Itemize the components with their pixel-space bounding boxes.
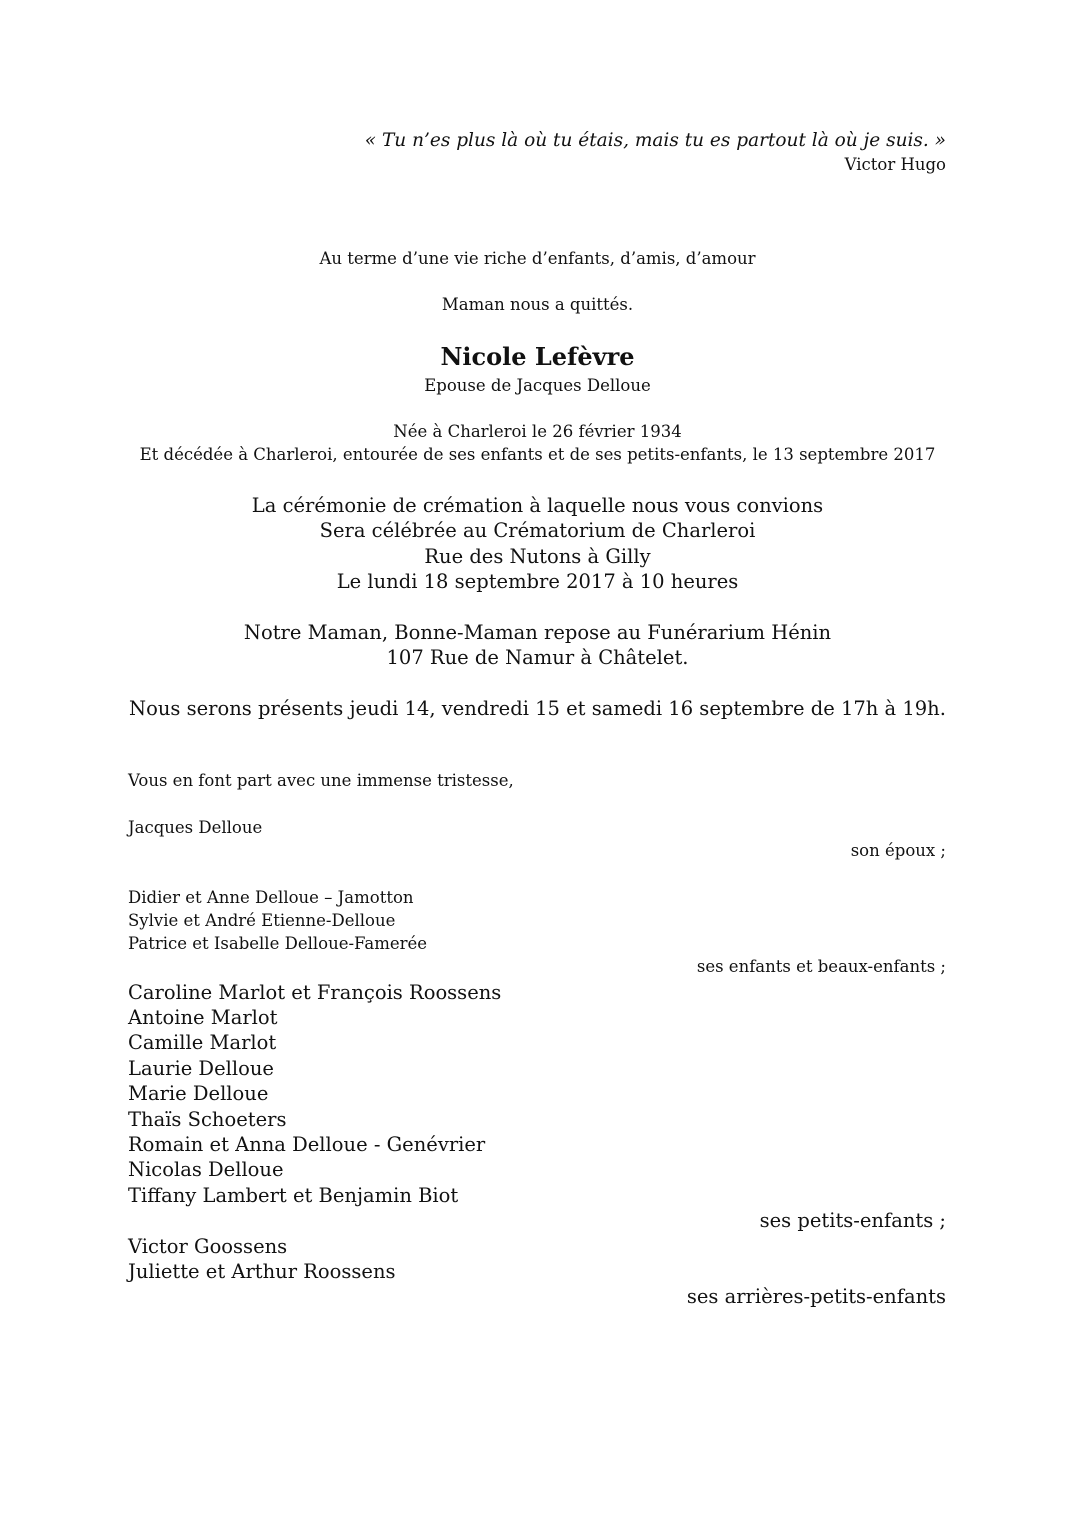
family-name: Nicolas Delloue — [128, 1158, 284, 1181]
intro-line-2: Maman nous a quittés. — [441, 295, 634, 314]
family-name: Patrice et Isabelle Delloue-Famerée — [128, 934, 428, 953]
family-name: Caroline Marlot et François Roossens — [128, 981, 502, 1004]
family-name: Didier et Anne Delloue – Jamotton — [128, 888, 414, 907]
funerarium-line: Notre Maman, Bonne-Maman repose au Funérarium Hénin — [243, 621, 832, 644]
announcement: Vous en font part avec une immense tristesse, — [128, 771, 514, 790]
family-name: Victor Goossens — [128, 1235, 288, 1258]
ceremony-line: Le lundi 18 septembre 2017 à 10 heures — [336, 570, 739, 593]
family-name: Laurie Delloue — [128, 1057, 274, 1080]
family-name: Romain et Anna Delloue - Genévrier — [128, 1133, 486, 1156]
relation-grandchildren: ses petits-enfants ; — [759, 1209, 946, 1232]
relation-spouse: son époux ; — [850, 841, 946, 860]
death-line: Et décédée à Charleroi, entourée de ses enfants et de ses petits-enfants, le 13 septembre 2017 — [139, 445, 936, 464]
relation-great-grandchildren: ses arrières-petits-enfants — [686, 1285, 946, 1308]
family-name: Marie Delloue — [128, 1082, 269, 1105]
ceremony-line: Sera célébrée au Crématorium de Charleroi — [319, 519, 756, 542]
deceased-spouse: Epouse de Jacques Delloue — [424, 376, 651, 395]
family-name: Thaïs Schoeters — [128, 1108, 287, 1131]
ceremony-line: Rue des Nutons à Gilly — [424, 545, 651, 568]
relation-children: ses enfants et beaux-enfants ; — [696, 957, 946, 976]
deceased-name: Nicole Lefèvre — [440, 342, 635, 371]
family-name: Camille Marlot — [128, 1031, 277, 1054]
intro-line-1: Au terme d’une vie riche d’enfants, d’amis, d’amour — [319, 249, 756, 268]
ceremony-line: La cérémonie de crémation à laquelle nous vous convions — [251, 494, 824, 517]
quote-text: « Tu n’es plus là où tu étais, mais tu es partout là où je suis. » — [364, 130, 946, 151]
family-name: Tiffany Lambert et Benjamin Biot — [128, 1184, 459, 1207]
funerarium-line: 107 Rue de Namur à Châtelet. — [386, 646, 689, 669]
visiting-hours: Nous serons présents jeudi 14, vendredi 15 et samedi 16 septembre de 17h à 19h. — [129, 697, 946, 720]
quote-author: Victor Hugo — [844, 155, 946, 174]
family-name: Sylvie et André Etienne-Delloue — [128, 911, 396, 930]
family-name: Juliette et Arthur Roossens — [128, 1260, 396, 1283]
family-name: Jacques Delloue — [128, 818, 263, 837]
family-name: Antoine Marlot — [128, 1006, 278, 1029]
birth-line: Née à Charleroi le 26 février 1934 — [393, 422, 682, 441]
